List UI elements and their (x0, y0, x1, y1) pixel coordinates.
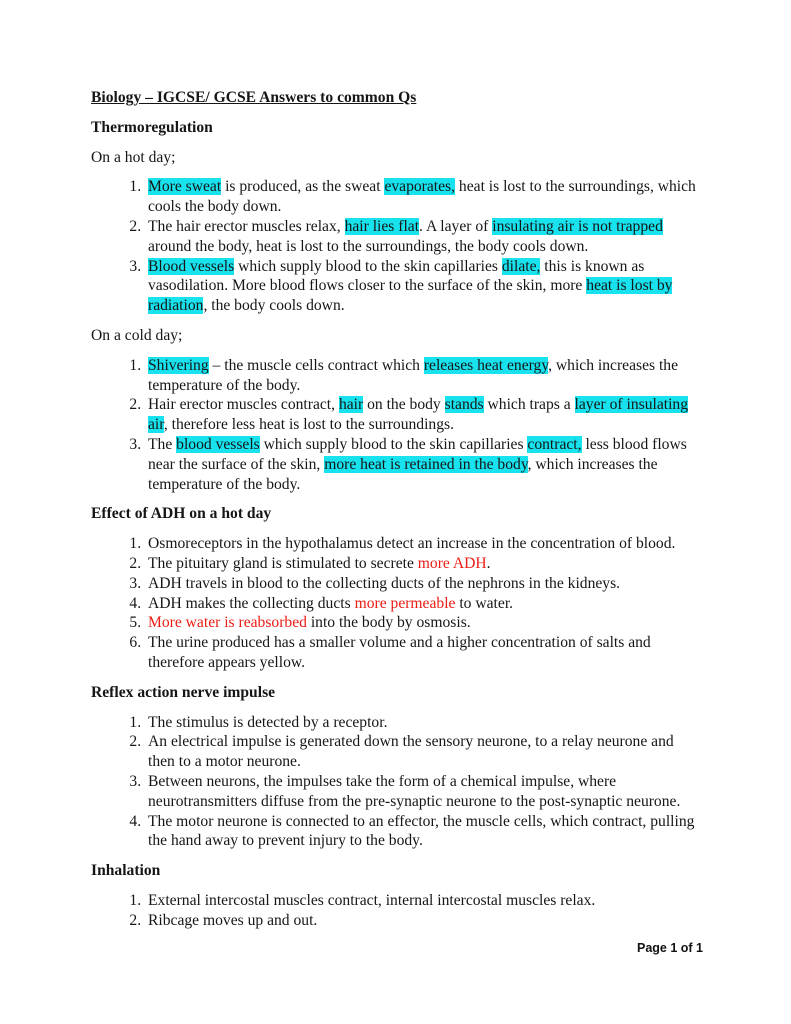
red-emphasis-text: more ADH (417, 554, 487, 572)
text-run: , which increases the temperature of the body. (148, 455, 658, 493)
highlighted-text: stands (444, 396, 484, 414)
list-item (145, 713, 703, 733)
text-run: ADH travels in blood to the collecting ducts of the nephrons in the kidneys. (148, 574, 621, 592)
list-item (145, 435, 703, 494)
page-number-footer: Page 1 of 1 (637, 941, 703, 955)
highlighted-text: Blood vessels (148, 257, 235, 275)
highlighted-text: More sweat (148, 178, 222, 196)
numbered-list (91, 356, 703, 495)
highlighted-text: contract, (527, 435, 582, 453)
text-run: around the body, heat is lost to the surroundings, the body cools down. (148, 237, 589, 255)
text-run: , which increases the temperature of the body. (148, 356, 679, 394)
text-run: which supply blood to the skin capillaries (234, 257, 502, 275)
highlighted-text: Shivering (148, 356, 209, 374)
numbered-list (91, 891, 703, 931)
text-run: Osmoreceptors in the hypothalamus detect an increase in the concentration of blood. (148, 535, 676, 553)
text-run: heat is lost to the surroundings, which cools the body down. (148, 178, 696, 216)
red-emphasis-text: More water is reabsorbed (148, 614, 307, 632)
text-run: to water. (455, 594, 514, 612)
text-run: on the body (363, 396, 445, 414)
text-run: is produced, as the sweat (221, 178, 385, 196)
text-run: . A layer of (419, 217, 493, 235)
section-heading: Effect of ADH on a hot day (91, 505, 272, 523)
text-run: Between neurons, the impulses take the form of a chemical impulse, where neurotransmitters diffuse from the pre-synaptic neurone to the post-synaptic neurone. (148, 772, 681, 810)
text-run: The (148, 435, 177, 453)
paragraph: On a cold day; (91, 326, 183, 344)
text-run: . (486, 554, 491, 572)
text-run: The urine produced has a smaller volume and a higher concentration of salts and therefore appears yellow. (148, 634, 651, 671)
highlighted-text: dilate, (501, 257, 541, 275)
red-emphasis-text: more permeable (354, 594, 456, 612)
text-run: which traps a (483, 396, 575, 414)
list-item (145, 356, 703, 396)
list-item (145, 534, 703, 554)
text-run: The pituitary gland is stimulated to secrete (148, 554, 418, 572)
highlighted-text: evaporates, (384, 178, 456, 196)
list-item (145, 594, 703, 614)
text-run: into the body by osmosis. (306, 614, 471, 632)
text-run: less blood flows near the surface of the skin, (148, 435, 687, 473)
list-item (145, 772, 703, 812)
list-item (145, 633, 703, 673)
text-run: , therefore less heat is lost to the surroundings. (163, 416, 454, 434)
section-heading: Reflex action nerve impulse (91, 683, 276, 701)
list-item (145, 217, 703, 257)
highlighted-text: more heat is retained in the body (324, 455, 528, 473)
highlighted-text: hair (338, 396, 364, 414)
numbered-list (91, 713, 703, 852)
highlighted-text: insulating air is not trapped (492, 217, 663, 235)
numbered-list (91, 177, 703, 316)
highlighted-text: blood vessels (176, 435, 260, 453)
list-item (145, 554, 703, 574)
list-item (145, 257, 703, 316)
text-run: Ribcage moves up and out. (148, 911, 318, 929)
highlighted-text: heat is lost by radiation (148, 277, 673, 315)
text-run: The hair erector muscles relax, (148, 217, 345, 235)
text-run: , the body cools down. (203, 297, 345, 315)
text-run: The stimulus is detected by a receptor. (148, 713, 388, 731)
list-item (145, 911, 703, 931)
text-run: this is known as vasodilation. More blood flows closer to the surface of the skin, more (148, 257, 645, 295)
list-item (145, 613, 703, 633)
highlighted-text: releases heat energy (423, 356, 549, 374)
text-run: An electrical impulse is generated down the sensory neurone, to a relay neurone and then to a motor neurone. (148, 733, 674, 771)
highlighted-text: layer of insulating air (148, 396, 689, 434)
section-heading: Inhalation (91, 862, 161, 880)
text-run: External intercostal muscles contract, internal intercostal muscles relax. (148, 891, 596, 909)
text-run: which supply blood to the skin capillaries (259, 435, 528, 453)
numbered-list (91, 534, 703, 673)
highlighted-text: hair lies flat (344, 217, 420, 235)
text-run: Hair erector muscles contract, (148, 396, 339, 414)
list-item (145, 812, 703, 852)
list-item (145, 395, 703, 435)
document-title: Biology – IGCSE/ GCSE Answers to common Qs (91, 89, 417, 106)
text-run: The motor neurone is connected to an effector, the muscle cells, which contract, pulling the hand away to prevent injury to the body. (148, 812, 695, 850)
paragraph: On a hot day; (91, 148, 176, 166)
document-body (91, 88, 703, 940)
list-item (145, 732, 703, 772)
text-run: – the muscle cells contract which (208, 356, 424, 374)
text-run: ADH makes the collecting ducts (148, 594, 355, 612)
list-item (145, 177, 703, 217)
list-item (145, 574, 703, 594)
list-item (145, 891, 703, 911)
section-heading: Thermoregulation (91, 118, 213, 136)
